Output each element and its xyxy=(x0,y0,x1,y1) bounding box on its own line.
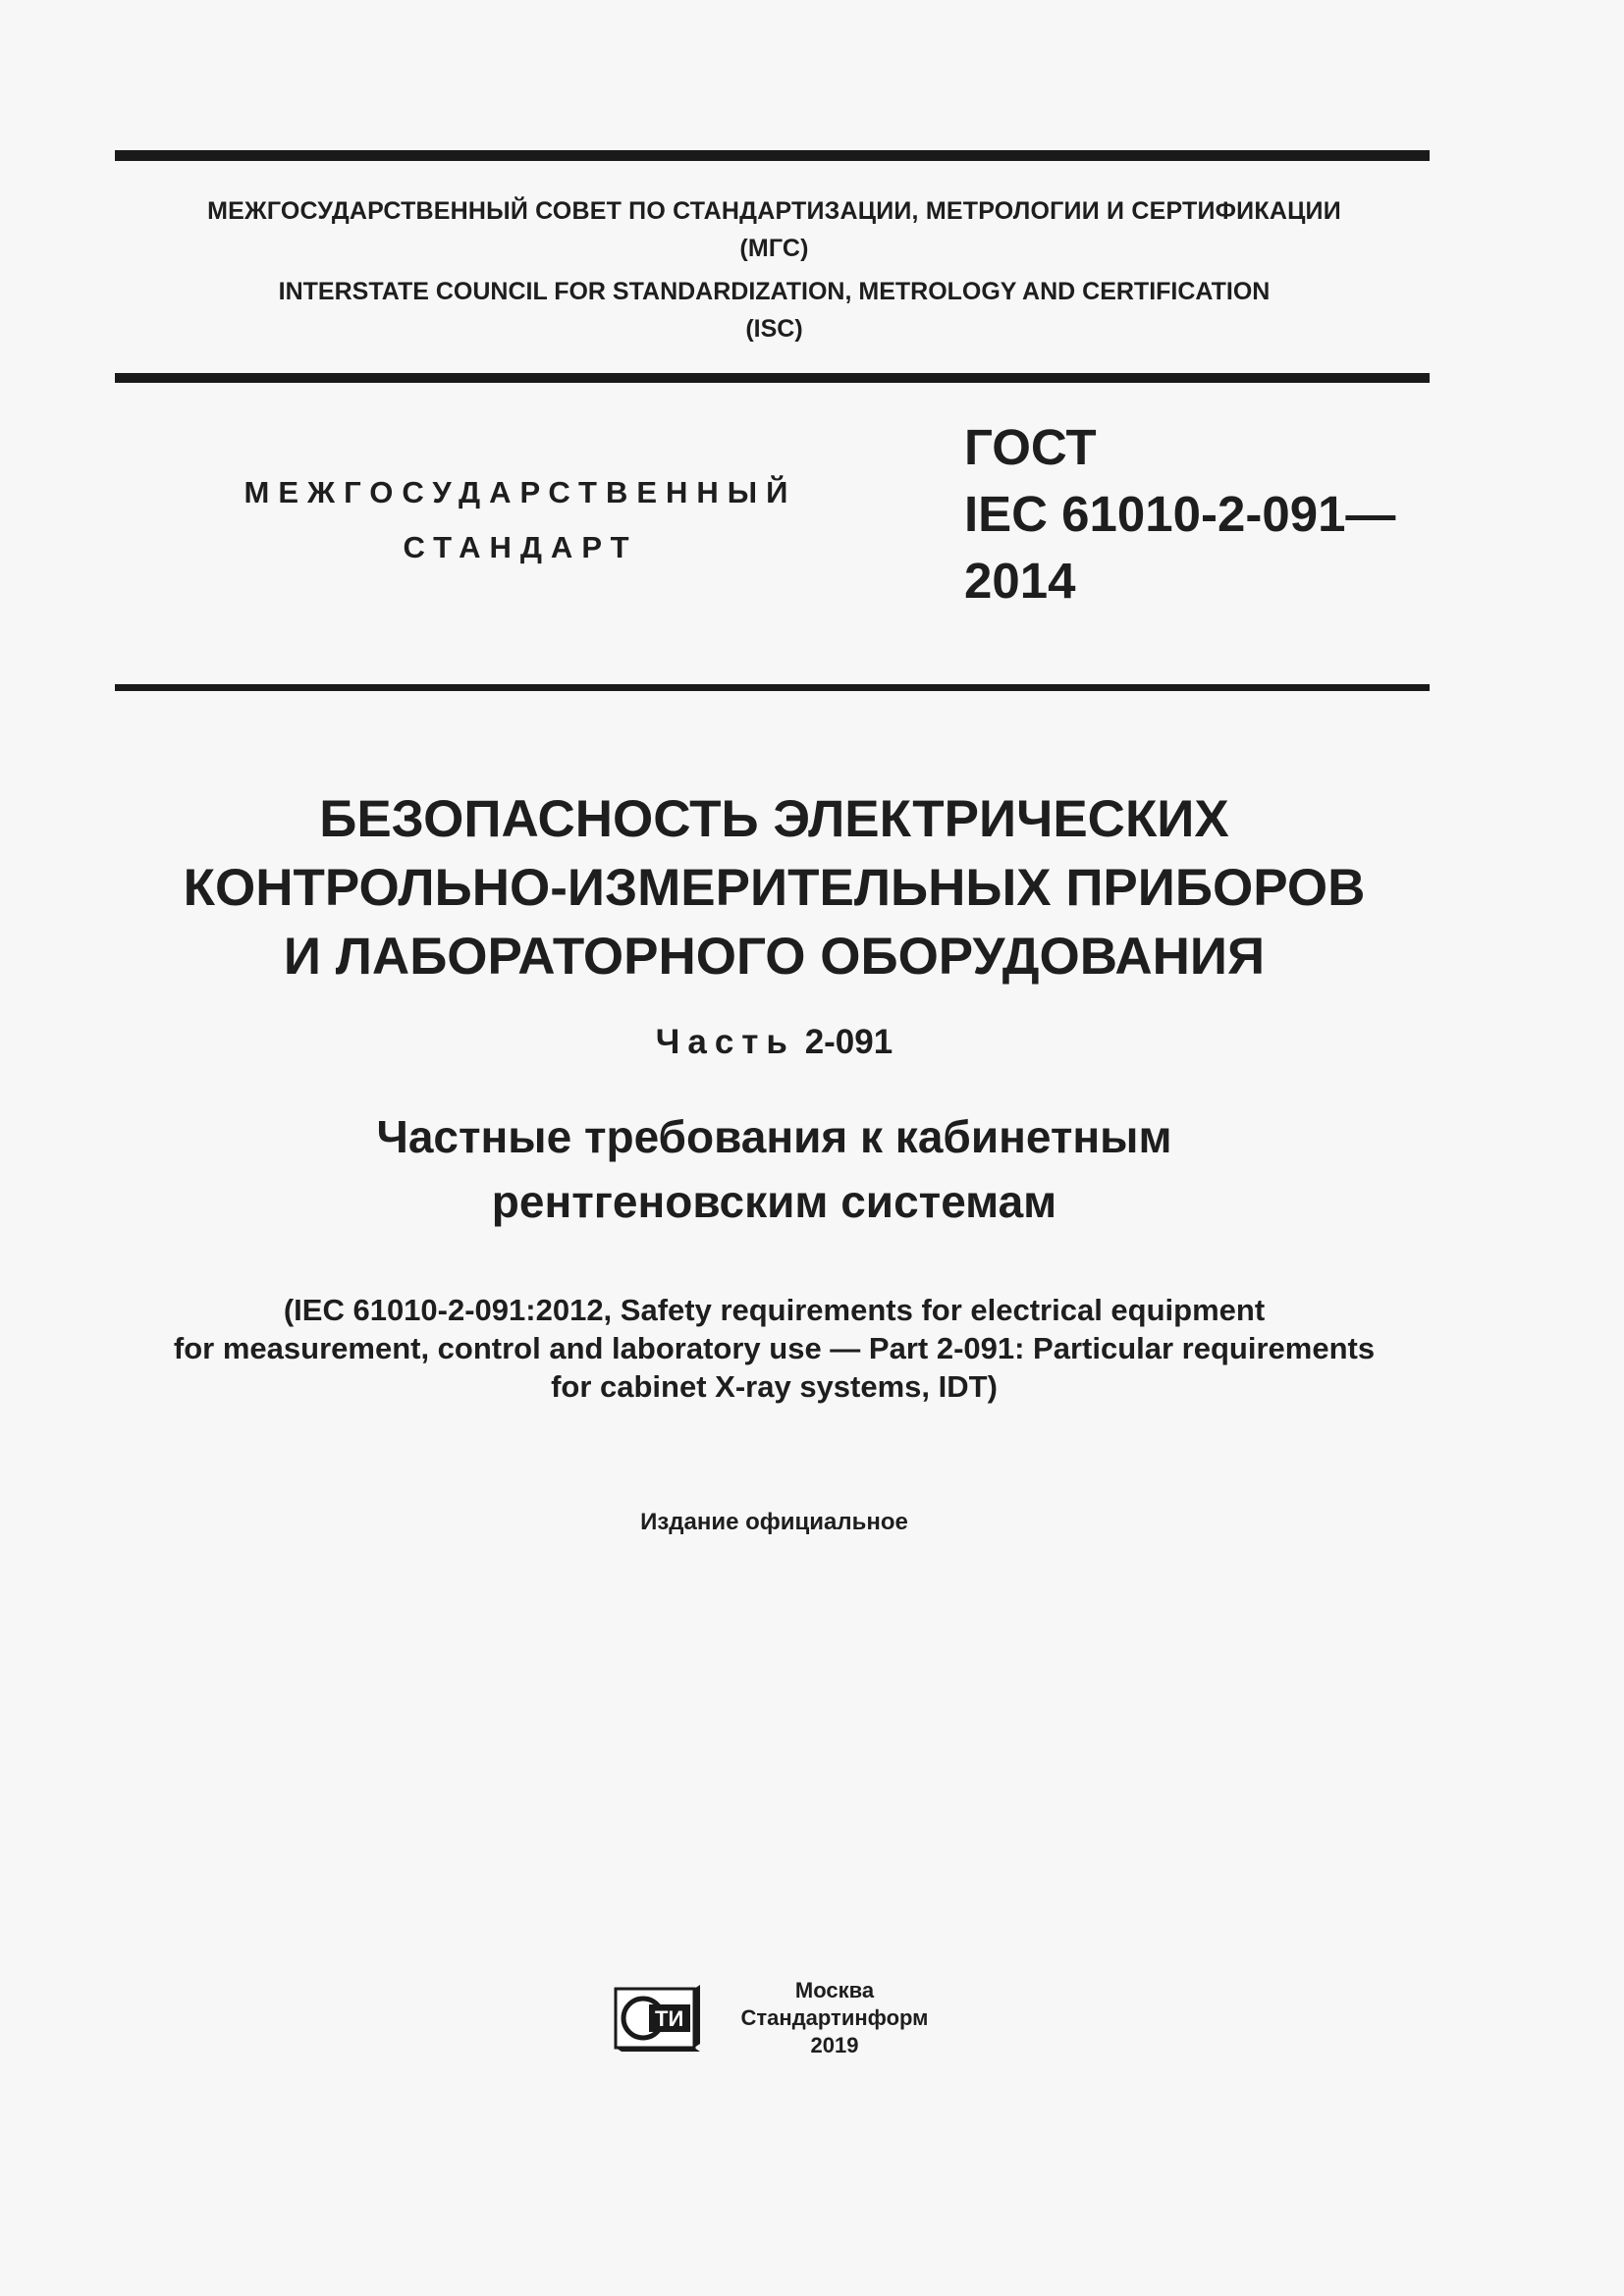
council-ru-abbr: (МГС) xyxy=(739,235,809,262)
part-number: 2-091 xyxy=(804,1023,893,1061)
header-rule xyxy=(115,373,1430,383)
standard-designation xyxy=(964,414,1395,614)
designation-line3: 2014 xyxy=(964,553,1076,609)
standard-kind-line2: СТАНДАРТ xyxy=(403,530,638,564)
document-subtitle xyxy=(0,1104,1548,1234)
standard-kind-line1: МЕЖГОСУДАРСТВЕННЫЙ xyxy=(244,475,797,509)
title-rule xyxy=(115,684,1430,691)
document-title xyxy=(0,785,1548,991)
council-name-ru xyxy=(0,192,1548,267)
designation-line1: ГОСТ xyxy=(964,419,1097,475)
publisher-name: Стандартинформ xyxy=(740,2005,929,2030)
designation-line2: IEC 61010-2-091— xyxy=(964,486,1396,542)
title-line2: КОНТРОЛЬНО-ИЗМЕРИТЕЛЬНЫХ ПРИБОРОВ xyxy=(183,859,1366,917)
council-en-abbr: (ISC) xyxy=(745,315,803,343)
standard-kind xyxy=(196,465,844,575)
standartinform-logo-icon xyxy=(612,1983,703,2054)
iec-line2: for measurement, control and laboratory use — Part 2-091: Particular requirements xyxy=(173,1331,1376,1365)
title-line1: БЕЗОПАСНОСТЬ ЭЛЕКТРИЧЕСКИХ xyxy=(319,790,1229,848)
publisher-year: 2019 xyxy=(810,2033,859,2057)
council-en-line: INTERSTATE COUNCIL FOR STANDARDIZATION, METROLOGY AND CERTIFICATION xyxy=(278,278,1271,305)
edition-label: Издание официальное xyxy=(640,1509,908,1535)
title-line3: И ЛАБОРАТОРНОГО ОБОРУДОВАНИЯ xyxy=(283,928,1266,986)
subtitle-line2: рентгеновским системам xyxy=(491,1176,1057,1227)
council-ru-line: МЕЖГОСУДАРСТВЕННЫЙ СОВЕТ ПО СТАНДАРТИЗАЦИИ, МЕТРОЛОГИИ И СЕРТИФИКАЦИИ xyxy=(207,197,1341,225)
subtitle-line1: Частные требования к кабинетным xyxy=(376,1111,1172,1162)
iec-line3: for cabinet X-ray systems, IDT) xyxy=(551,1369,998,1404)
part-heading xyxy=(0,1019,1548,1066)
council-name-en xyxy=(0,273,1548,347)
iec-line1: (IEC 61010-2-091:2012, Safety requirements for electrical equipment xyxy=(283,1293,1266,1327)
svg-text:ТИ: ТИ xyxy=(655,2006,684,2031)
part-word: Часть xyxy=(655,1023,795,1061)
top-rule xyxy=(115,150,1430,161)
publisher-city: Москва xyxy=(794,1978,875,2002)
publisher-block xyxy=(707,1977,962,2059)
iec-reference xyxy=(0,1291,1548,1406)
